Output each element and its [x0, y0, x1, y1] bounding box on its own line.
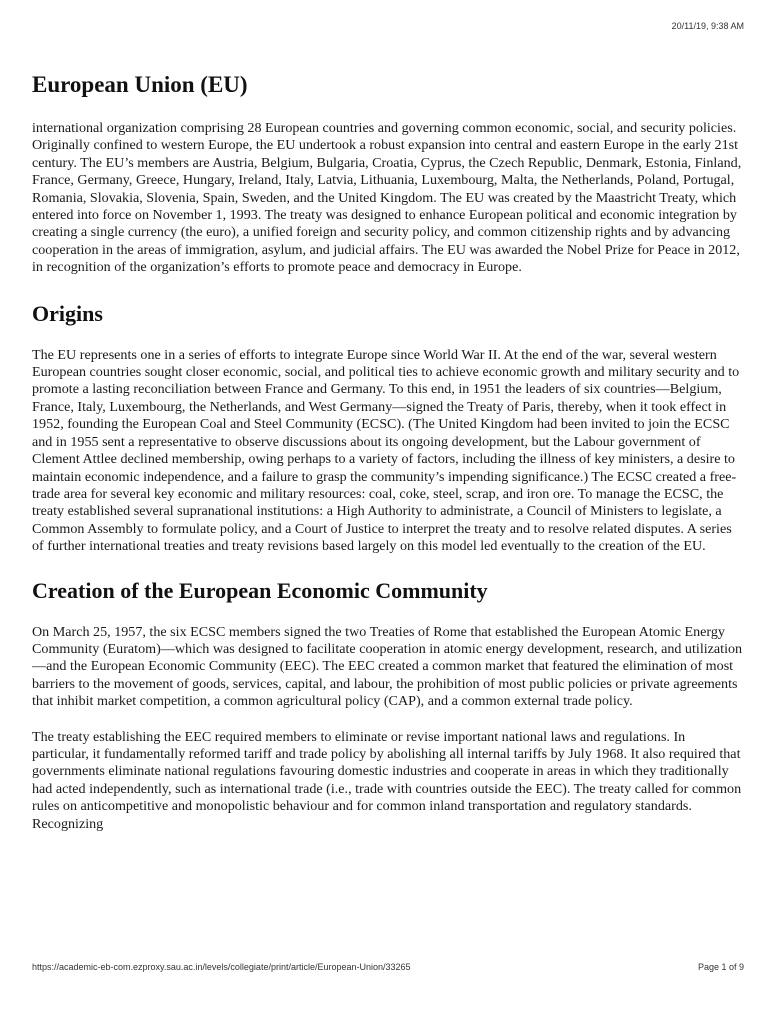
footer-url: https://academic-eb-com.ezproxy.sau.ac.in/levels/collegiate/print/article/European-Union/33265	[32, 962, 411, 972]
section-heading-eec: Creation of the European Economic Community	[32, 577, 488, 603]
article-body	[32, 70, 744, 851]
print-timestamp: 20/11/19, 9:38 AM	[671, 21, 744, 31]
eec-paragraph-1: On March 25, 1957, the six ECSC members signed the two Treaties of Rome that established the European Atomic Energy Community (Euratom)—which was designed to facilitate cooperation in atomic energy development, research, and utilization—and the European Economic Community (EEC). The EEC created a common market that featured the elimination of most barriers to the movement of goods, services, capital, and labour, the prohibition of most public policies or private agreements that inhibit market competition, a common agricultural policy (CAP), and a common external trade policy.	[32, 623, 743, 710]
page-indicator: Page 1 of 9	[697, 962, 744, 972]
origins-paragraph: The EU represents one in a series of efforts to integrate Europe since World War II. At the end of the war, several western European countries sought closer economic, social, and political ties to achieve economic growth and military security and to promote a lasting reconciliation between France and Germany. To this end, in 1951 the leaders of six countries—Belgium, France, Italy, Luxembourg, the Netherlands, and West Germany—signed the Treaty of Paris, thereby, when it took effect in 1952, founding the European Coal and Steel Community (ECSC). (The United Kingdom had been invited to join the ECSC and in 1955 sent a representative to observe discussions about its ongoing development, but the Labour government of Clement Attlee declined membership, owing perhaps to a variety of factors, including the illness of key ministers, a desire to maintain economic independence, and a failure to grasp the community’s impending significance.) The ECSC created a free-trade area for several key economic and military resources: coal, coke, steel, scrap, and iron ore. To manage the ECSC, the treaty established several supranational institutions: a High Authority to administrate, a Council of Ministers to legislate, a Common Assembly to formulate policy, and a Court of Justice to interpret the treaty and to resolve related disputes. A series of further international treaties and treaty revisions based largely on this model led eventually to the creation of the EU.	[32, 346, 740, 555]
print-footer	[0, 962, 768, 976]
eec-paragraph-2: The treaty establishing the EEC required members to eliminate or revise important national laws and regulations. In particular, it fundamentally reformed tariff and trade policy by abolishing all internal tariffs by July 1968. It also required that governments eliminate national regulations favouring domestic industries and cooperate in areas in which they traditionally had acted independently, such as international trade (i.e., trade with countries outside the EEC). The treaty called for common rules on anticompetitive and monopolistic behaviour and for common inland transportation and regulatory standards. Recognizing	[32, 728, 742, 832]
intro-paragraph: international organization comprising 28 European countries and governing common economic, social, and security policies. Originally confined to western Europe, the EU undertook a robust expansion into central and eastern Europe in the early 21st century. The EU’s members are Austria, Belgium, Bulgaria, Croatia, Cyprus, the Czech Republic, Denmark, Estonia, Finland, France, Germany, Greece, Hungary, Ireland, Italy, Latvia, Lithuania, Luxembourg, Malta, the Netherlands, Poland, Portugal, Romania, Slovakia, Slovenia, Spain, Sweden, and the United Kingdom. The EU was created by the Maastricht Treaty, which entered into force on November 1, 1993. The treaty was designed to enhance European political and economic integration by creating a single currency (the euro), a unified foreign and security policy, and common citizenship rights and by advancing cooperation in the areas of immigration, asylum, and judicial affairs. The EU was awarded the Nobel Prize for Peace in 2012, in recognition of the organization’s efforts to promote peace and democracy in Europe.	[32, 120, 742, 276]
section-heading-origins: Origins	[32, 300, 103, 326]
article-title: European Union (EU)	[32, 72, 248, 97]
